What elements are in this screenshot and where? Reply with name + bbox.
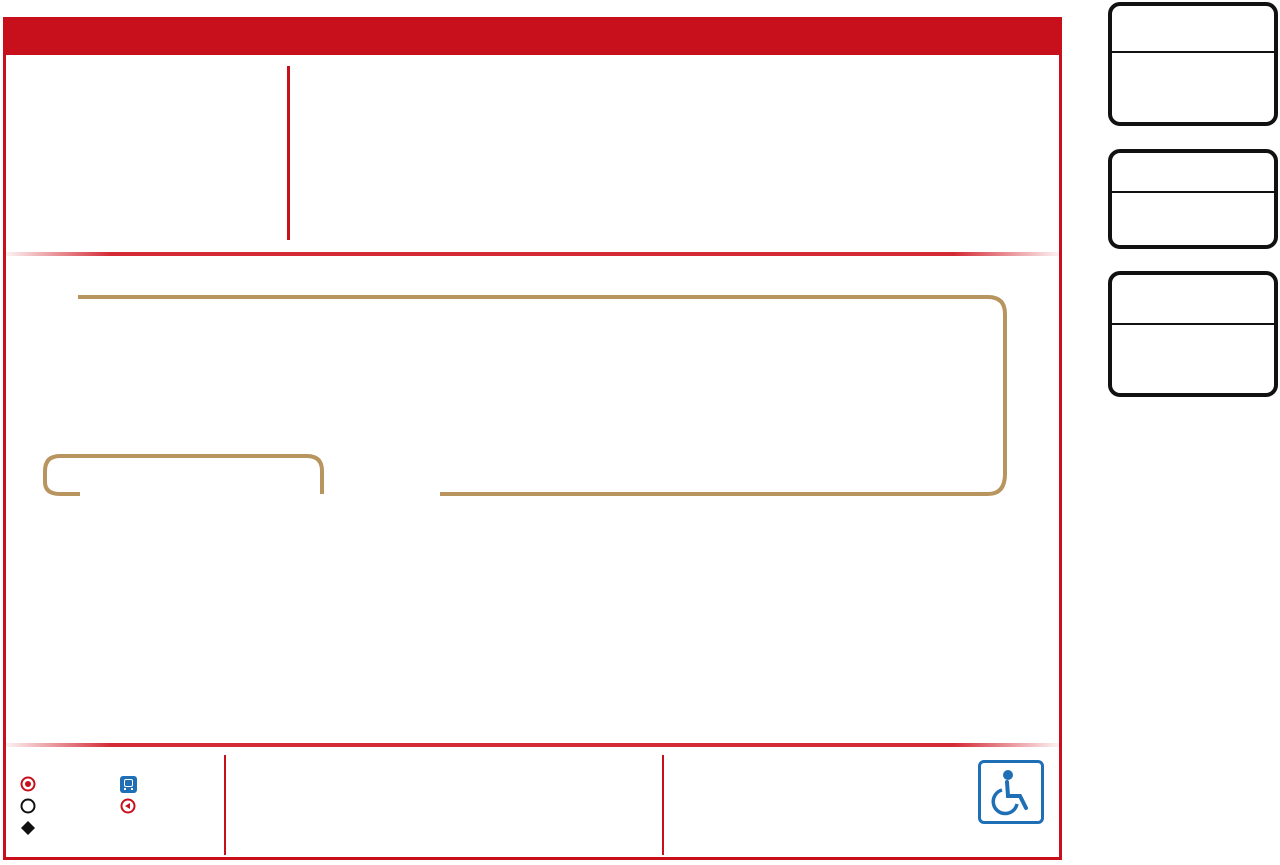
legend-mrt: [120, 776, 137, 793]
ad-signature-box: [1108, 271, 1278, 397]
section-point-icon: [20, 820, 36, 836]
date-box: [1108, 149, 1278, 249]
mrt-icon: [120, 776, 137, 793]
wheelchair-icon: [978, 760, 1044, 824]
legend-oneway: [120, 798, 136, 814]
both-side-stop-icon: [20, 798, 36, 814]
divider-english: [662, 755, 664, 855]
legend-section: [20, 820, 36, 836]
legend-origin: [20, 776, 36, 792]
legend-both: [20, 798, 36, 814]
divider-legend: [224, 755, 226, 855]
operator-signature-box: [1108, 2, 1278, 126]
origin-icon: [20, 776, 36, 792]
operator-divider: [1112, 51, 1274, 53]
one-way-stop-icon: [120, 798, 136, 814]
date-divider: [1112, 191, 1274, 193]
ad-divider: [1112, 323, 1274, 325]
